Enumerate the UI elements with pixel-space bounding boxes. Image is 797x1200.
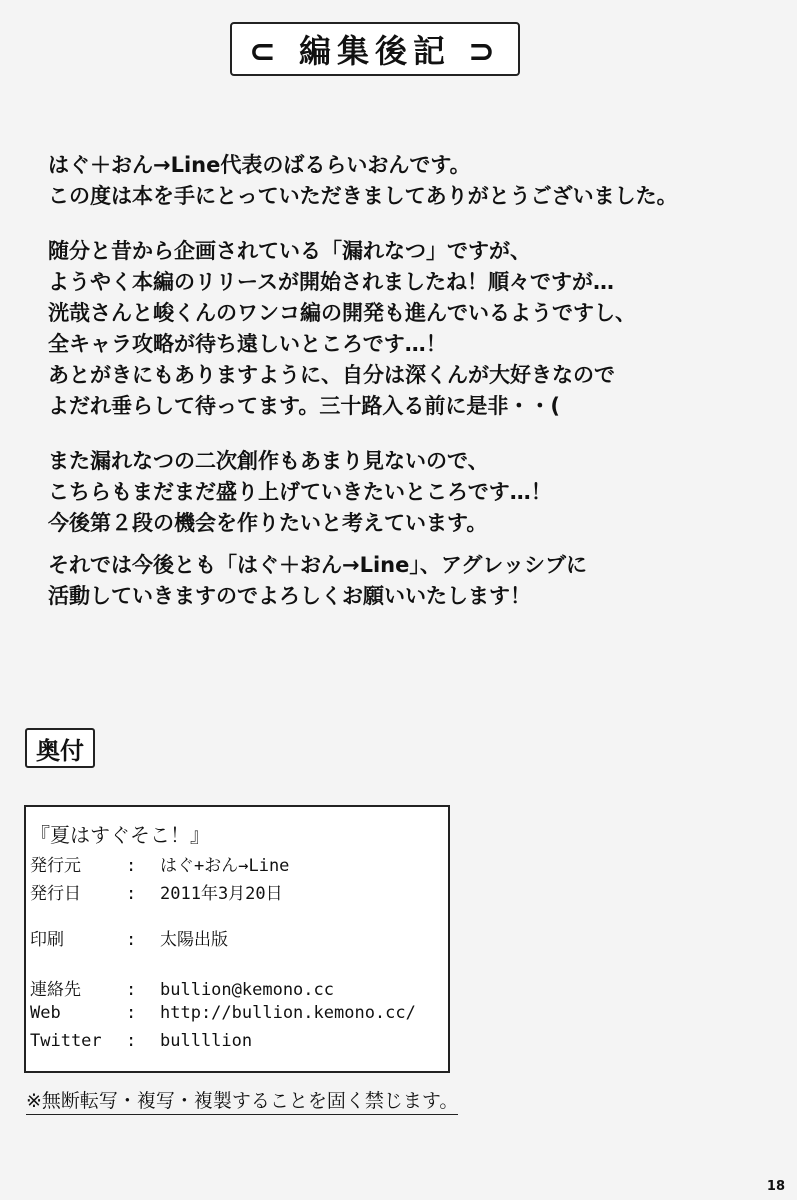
text-line: 随分と昔から企画されている「漏れなつ」ですが、: [48, 239, 531, 263]
book-title: 『夏はすぐそこ！』: [30, 823, 210, 847]
colophon-label: 発行日: [30, 884, 81, 904]
afterword-paragraph-2: [48, 236, 768, 422]
text-line: この度は本を手にとっていただきましてありがとうございました。: [48, 184, 678, 208]
colophon-heading: 奥付: [25, 728, 95, 768]
colophon-label: Twitter: [30, 1031, 102, 1051]
colophon-label: 連絡先: [30, 980, 81, 1000]
copyright-notice: ※無断転写・複写・複製することを固く禁じます。: [26, 1086, 458, 1115]
text-line: はぐ＋おん→Line代表のばるらいおんです。: [48, 153, 471, 177]
colophon-separator: :: [126, 1003, 137, 1023]
colophon-row-twitter: [30, 1031, 252, 1051]
colophon-row-publisher: [30, 851, 289, 876]
colophon-value: http://bullion.kemono.cc/: [160, 1003, 416, 1023]
text-line: 洸哉さんと峻くんのワンコ編の開発も進んでいるようですし、: [48, 301, 636, 325]
colophon-value: bullion@kemono.cc: [160, 980, 334, 1000]
text-line: それでは今後とも「はぐ＋おん→Line」、アグレッシブに: [48, 553, 588, 577]
text-line: あとがきにもありますように、自分は深くんが大好きなので: [48, 363, 615, 387]
colophon-value: bullllion: [160, 1031, 253, 1051]
afterword-paragraph-1: [48, 150, 768, 212]
colophon-separator: :: [126, 1031, 137, 1051]
text-line: 今後第２段の機会を作りたいと考えています。: [48, 511, 488, 535]
colophon-separator: :: [126, 856, 137, 876]
colophon-label: Web: [30, 1003, 61, 1023]
colophon-label: 発行元: [30, 856, 81, 876]
colophon-row-printer: [30, 925, 228, 950]
text-line: 活動していきますのでよろしくお願いいたします！: [48, 584, 531, 608]
colophon-separator: :: [126, 884, 137, 904]
colophon-row-contact: [30, 975, 334, 1000]
colophon-row-date: [30, 879, 283, 904]
colophon-value: 太陽出版: [160, 930, 228, 950]
text-line: また漏れなつの二次創作もあまり見ないので、: [48, 449, 489, 473]
afterword-paragraph-4: [48, 550, 768, 612]
page-number: 18: [766, 1179, 785, 1194]
colophon-value: 2011年3月20日: [160, 884, 283, 904]
colophon-separator: :: [126, 980, 137, 1000]
page-title: ⊂ 編集後記 ⊃: [230, 22, 520, 76]
colophon-row-web: [30, 1003, 416, 1023]
afterword-paragraph-3: [48, 446, 768, 539]
text-line: よだれ垂らして待ってます。三十路入る前に是非・・(: [48, 394, 560, 418]
colophon-box: [24, 805, 450, 1073]
colophon-separator: :: [126, 930, 137, 950]
colophon-label: 印刷: [30, 930, 64, 950]
colophon-value: はぐ+おん→Line: [160, 856, 290, 876]
text-line: こちらもまだまだ盛り上げていきたいところです…！: [48, 480, 552, 504]
text-line: 全キャラ攻略が待ち遠しいところです…！: [48, 332, 447, 356]
text-line: ようやく本編のリリースが開始されましたね！順々ですが…: [48, 270, 614, 294]
